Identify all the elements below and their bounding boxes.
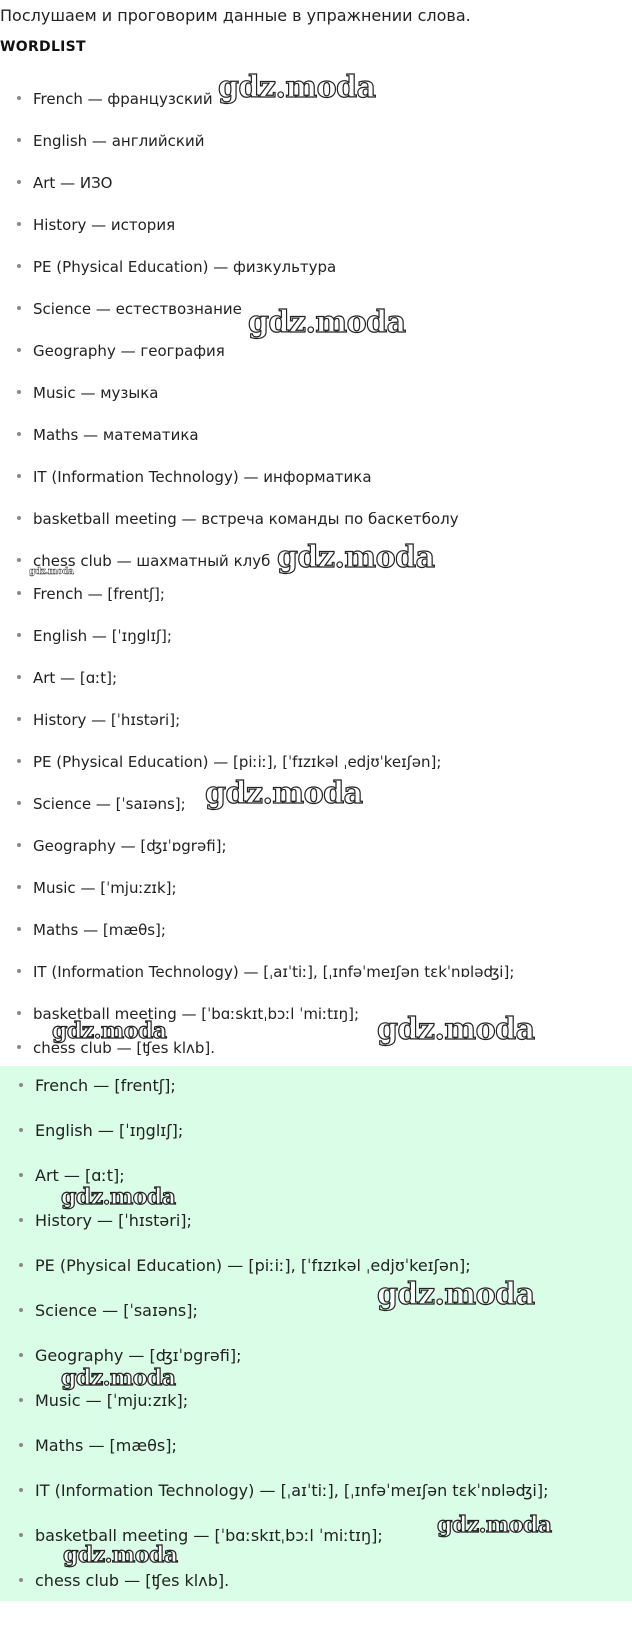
list-item: Art — ИЗО <box>17 174 113 192</box>
watermark-logo: gdz.moda <box>218 70 376 105</box>
list-item: French — [frentʃ]; <box>19 1077 176 1095</box>
list-item: French — [frentʃ]; <box>17 585 165 603</box>
bullet-icon <box>17 96 21 100</box>
watermark-logo: gdz.moda <box>437 1512 552 1538</box>
bullet-icon <box>19 1398 23 1402</box>
list-item: chess club — шахматный клуб <box>17 552 270 570</box>
bullet-icon <box>17 843 21 847</box>
wordlist-heading: WORDLIST <box>0 39 86 55</box>
bullet-icon <box>19 1128 23 1132</box>
list-item: PE (Physical Education) — физкультура <box>17 258 336 276</box>
list-item: Art — [ɑːt]; <box>19 1167 125 1185</box>
list-item: History — [ˈhɪstəri]; <box>19 1212 192 1230</box>
list-item: French — французский <box>17 90 213 108</box>
list-item: Music — [ˈmjuːzɪk]; <box>19 1392 188 1410</box>
watermark-logo: gdz.moda <box>61 1184 176 1210</box>
list-item: History — [ˈhɪstəri]; <box>17 711 180 729</box>
intro-text: Послушаем и проговорим данные в упражнении слова. <box>0 6 471 25</box>
watermark-logo: gdz.moda <box>377 1277 535 1312</box>
list-item: IT (Information Technology) — [ˌaɪˈtiː], [ˌɪnfəˈmeɪʃən tɛkˈnɒləʤi]; <box>17 963 514 981</box>
list-item: Art — [ɑːt]; <box>17 669 117 687</box>
list-item: Maths — [mæθs]; <box>19 1437 177 1455</box>
bullet-icon <box>19 1083 23 1087</box>
list-item: chess club — [ʧes klʌb]. <box>17 1039 215 1057</box>
list-item: IT (Information Technology) — [ˌaɪˈtiː], [ˌɪnfəˈmeɪʃən tɛkˈnɒləʤi]; <box>19 1482 548 1500</box>
bullet-icon <box>19 1308 23 1312</box>
bullet-icon <box>17 348 21 352</box>
list-item: Geography — география <box>17 342 225 360</box>
bullet-icon <box>17 969 21 973</box>
bullet-icon <box>17 432 21 436</box>
list-item: PE (Physical Education) — [piːiː], [ˈfɪzɪkəl ˌedjʊˈkeɪʃən]; <box>17 753 441 771</box>
bullet-icon <box>17 1011 21 1015</box>
list-item: basketball meeting — встреча команды по баскетболу <box>17 510 459 528</box>
list-item: PE (Physical Education) — [piːiː], [ˈfɪzɪkəl ˌedjʊˈkeɪʃən]; <box>19 1257 471 1275</box>
watermark-logo: gdz.moda <box>248 305 406 340</box>
list-item: English — английский <box>17 132 204 150</box>
list-item: Science — [ˈsaɪəns]; <box>17 795 186 813</box>
bullet-icon <box>17 180 21 184</box>
list-item: Geography — [ʤɪˈɒgrəfi]; <box>17 837 227 855</box>
list-item: Maths — [mæθs]; <box>17 921 166 939</box>
bullet-icon <box>17 927 21 931</box>
list-item: chess club — [ʧes klʌb]. <box>19 1572 229 1590</box>
bullet-icon <box>17 633 21 637</box>
bullet-icon <box>17 474 21 478</box>
bullet-icon <box>19 1218 23 1222</box>
bullet-icon <box>19 1488 23 1492</box>
bullet-icon <box>19 1263 23 1267</box>
bullet-icon <box>17 717 21 721</box>
list-item: IT (Information Technology) — информатика <box>17 468 372 486</box>
list-item: basketball meeting — [ˈbɑːskɪtˌbɔːl ˈmiːtɪŋ]; <box>19 1527 383 1545</box>
list-item: History — история <box>17 216 175 234</box>
list-item: basketball meeting — [ˈbɑːskɪtˌbɔːl ˈmiːtɪŋ]; <box>17 1005 359 1023</box>
bullet-icon <box>17 801 21 805</box>
bullet-icon <box>19 1173 23 1177</box>
bullet-icon <box>17 558 21 562</box>
bullet-icon <box>17 306 21 310</box>
bullet-icon <box>17 138 21 142</box>
list-item: Music — [ˈmjuːzɪk]; <box>17 879 177 897</box>
bullet-icon <box>17 516 21 520</box>
bullet-icon <box>19 1353 23 1357</box>
bullet-icon <box>17 675 21 679</box>
list-item: Science — [ˈsaɪəns]; <box>19 1302 198 1320</box>
watermark-logo: gdz.moda <box>277 540 435 575</box>
bullet-icon <box>17 264 21 268</box>
bullet-icon <box>19 1443 23 1447</box>
bullet-icon <box>17 390 21 394</box>
list-item: English — [ˈɪŋglɪʃ]; <box>19 1122 183 1140</box>
bullet-icon <box>17 222 21 226</box>
bullet-icon <box>17 1045 21 1049</box>
watermark-logo: gdz.moda <box>29 567 74 577</box>
bullet-icon <box>17 885 21 889</box>
list-item: Geography — [ʤɪˈɒgrəfi]; <box>19 1347 241 1365</box>
bullet-icon <box>17 591 21 595</box>
watermark-logo: gdz.moda <box>52 1018 167 1044</box>
list-item: Science — естествознание <box>17 300 242 318</box>
bullet-icon <box>17 759 21 763</box>
watermark-logo: gdz.moda <box>61 1365 176 1391</box>
watermark-logo: gdz.moda <box>63 1542 178 1568</box>
list-item: Music — музыка <box>17 384 158 402</box>
bullet-icon <box>19 1533 23 1537</box>
list-item: Maths — математика <box>17 426 199 444</box>
bullet-icon <box>19 1578 23 1582</box>
watermark-logo: gdz.moda <box>377 1012 535 1047</box>
list-item: English — [ˈɪŋglɪʃ]; <box>17 627 172 645</box>
watermark-logo: gdz.moda <box>205 776 363 811</box>
